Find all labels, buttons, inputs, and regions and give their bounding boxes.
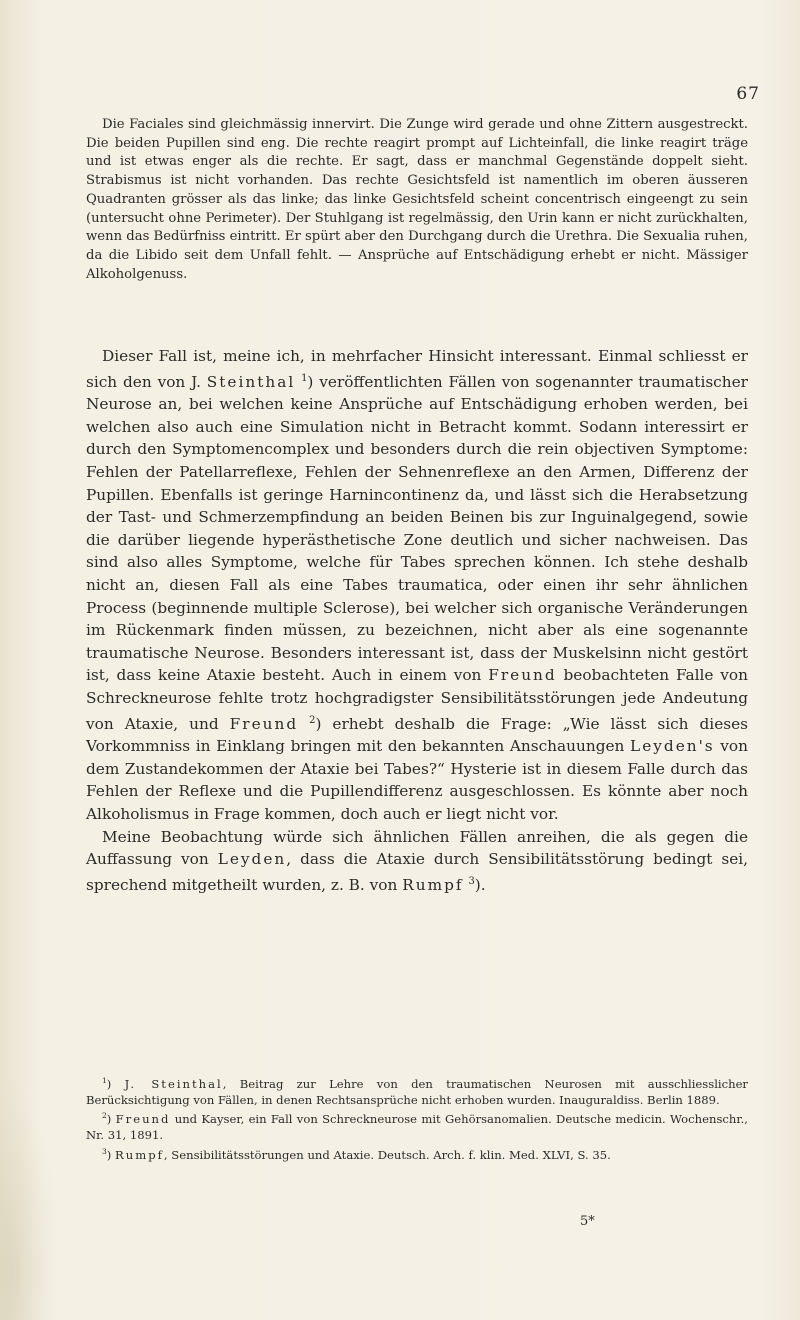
author-rumpf: Rumpf bbox=[402, 875, 464, 894]
footnote-1: $^1$) J. Steinthal, Beitrag zur Lehre von den traumatischen Neurosen mit ausschliesslicher Berücksichtigung von Fällen, in denen Rechtsansprüche nicht erhoben wurden. Inauguraldiss. Berlin 1889. bbox=[86, 1076, 748, 1108]
author-leyden: Leyden's bbox=[630, 737, 715, 756]
paragraph-1: Dieser Fall ist, meine ich, in mehrfacher Hinsicht interessant. Einmal schliesst er sich den von J. Steinthal $^1$) veröffentlichten Fällen von sogenannter traumatischer Neurose an, bei welchen keine Ansprüche auf Entschädigung erhoben werden, bei welchen also auch eine Simulation nicht in Betracht kommt. Sodann interessirt er durch den Symptomencomplex und besonders durch die rein objectiven Symptome: Fehlen der Patellarreflexe, Fehlen der Sehnenreflexe an den Armen, Differenz der Pupillen. Ebenfalls ist geringe Harnincontinenz da, und lässt sich die Herabsetzung der Tast- und Schmerzempfindung an beiden Beinen bis zur Inguinalgegend, sowie die darüber liegende hyperästhetische Zone deutlich und sicher nachweisen. Das sind also alles Symptome, welche für Tabes sprechen können. Ich stehe deshalb nicht an, diesen Fall als eine Tabes traumatica, oder einen ihr sehr ähnlichen Process (beginnende multiple Sclerose), bei welcher sich organische Veränderungen im Rückenmark finden müssen, zu bezeichnen, nicht aber als eine sogenannte traumatische Neurose. Besonders interessant ist, dass der Muskelsinn nicht gestört ist, dass keine Ataxie besteht. Auch in einem von Freund beobachteten Falle von Schreckneurose fehlte trotz hochgradigster Sensibilitätsstörungen jede Andeutung von Ataxie, und Freund $^2$) erhebt deshalb die Frage: „Wie lässt sich dieses Vorkommniss in Einklang bringen mit den bekannten Anschauungen Leyden's von dem Zustandekommen der Ataxie bei Tabes?“ Hysterie ist in diesem Falle durch das Fehlen der Reflexe und die Pupillendifferenz ausgeschlossen. Es könnte aber noch Alkoholismus in Frage kommen, doch auch er liegt nicht vor. bbox=[86, 347, 748, 824]
footnote-ref-3: 3 bbox=[468, 875, 475, 887]
main-text bbox=[86, 345, 748, 897]
intro-text: Die Faciales sind gleichmässig innervirt. Die Zunge wird gerade und ohne Zittern ausgestreckt. Die beiden Pupillen sind eng. Die rechte reagirt prompt auf Lichteinfall, die linke reagirt träge und ist etwas enger als die rechte. Er sagt, dass er manchmal Gegenstände doppelt sieht. Strabismus ist nicht vorhanden. Das rechte Gesichtsfeld ist namentlich im oberen äusseren Quadranten grösser als das linke; das linke Gesichtsfeld scheint concentrisch eingeengt zu sein (untersucht ohne Perimeter). Der Stuhlgang ist regelmässig, den Urin kann er nicht zurückhalten, wenn das Bedürfniss eintritt. Er spürt aber den Durchgang durch die Urethra. Die Sexualia ruhen, da die Libido seit dem Unfall fehlt. — Ansprüche auf Entschädigung erhebt er nicht. Mässiger Alkoholgenuss. bbox=[86, 117, 748, 282]
author-leyden-2: Leyden bbox=[217, 850, 287, 869]
footnotes bbox=[86, 1073, 748, 1163]
paper-stain bbox=[0, 1080, 60, 1320]
footnote-2: $^2$) Freund und Kayser, ein Fall von Schreckneurose mit Gehörsanomalien. Deutsche medicin. Wochenschr., Nr. 31, 1891. bbox=[86, 1111, 748, 1143]
intro-paragraph bbox=[86, 116, 748, 284]
page-number: 67 bbox=[736, 84, 760, 104]
paragraph-2: Meine Beobachtung würde sich ähnlichen Fällen anreihen, die als gegen die Auffassung von Leyden, dass die Ataxie durch Sensibilitätsstörung bedingt sei, sprechend mitgetheilt wurden, z. B. von Rumpf $^3$). bbox=[86, 827, 749, 894]
signature-mark: 5* bbox=[580, 1214, 595, 1229]
author-steinthal: Steinthal bbox=[206, 372, 296, 391]
footnote-ref-1: 1 bbox=[301, 372, 308, 384]
footnote-ref-2: 2 bbox=[309, 714, 316, 726]
author-freund: Freund bbox=[488, 666, 557, 685]
footnote-3: $^3$) Rumpf, Sensibilitätsstörungen und Ataxie. Deutsch. Arch. f. klin. Med. XLVI, S. 35. bbox=[102, 1146, 611, 1162]
author-freund-2: Freund bbox=[229, 714, 299, 733]
